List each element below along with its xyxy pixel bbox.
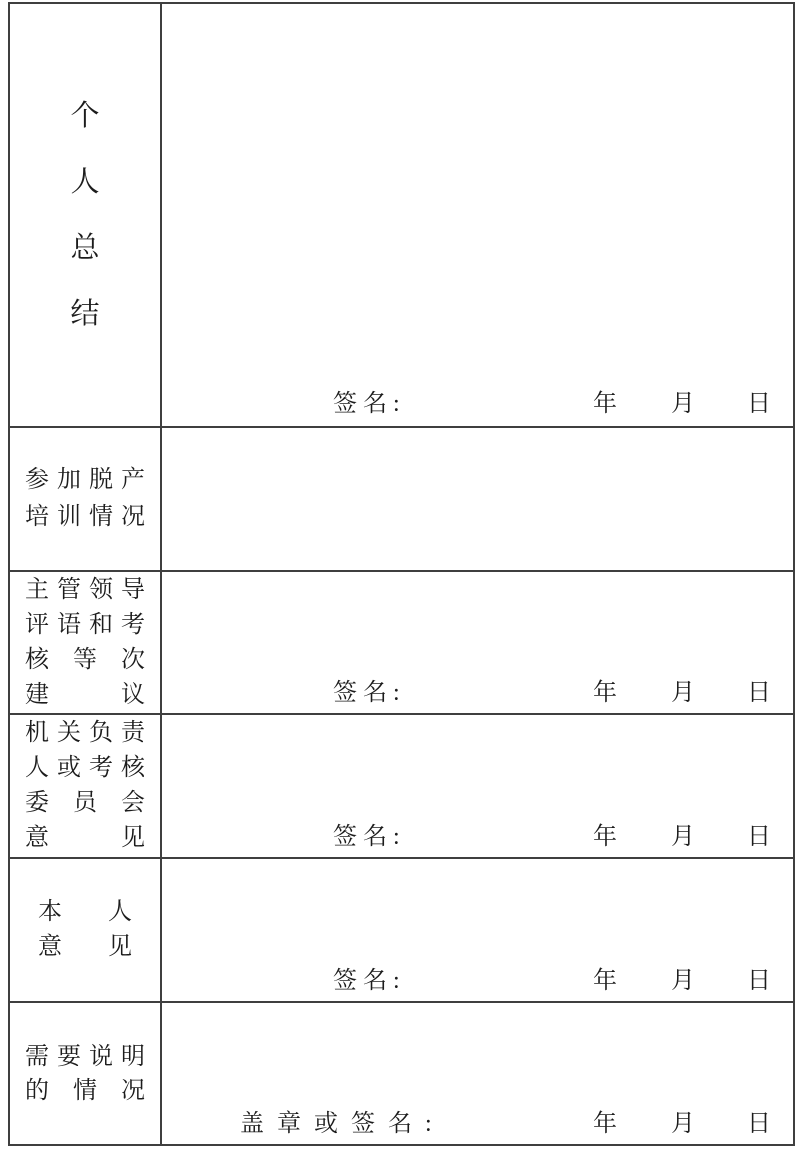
supervisor-comment-label-cell	[10, 572, 162, 713]
label-line: 人或考核	[25, 755, 145, 781]
day-label: 日	[747, 680, 771, 706]
row-supervisor-comment-grade	[10, 572, 793, 715]
label-line: 意 见	[38, 934, 132, 960]
label-box	[38, 895, 132, 965]
label-box	[25, 716, 145, 856]
date-labels	[593, 966, 793, 996]
signature-line	[162, 966, 793, 1001]
date-labels	[593, 389, 793, 419]
day-label: 日	[747, 1111, 771, 1137]
label-line: 培训情况	[25, 504, 145, 530]
label-line: 机关负责	[25, 720, 145, 746]
signature-line	[162, 678, 793, 713]
day-label: 日	[747, 391, 771, 417]
year-label: 年	[593, 1111, 617, 1137]
month-label: 月	[671, 680, 695, 706]
label-box	[25, 1040, 145, 1108]
signature-label: 签名:	[333, 968, 406, 994]
self-opinion-label-cell	[10, 859, 162, 1001]
supervisor-comment-fill-area[interactable]	[162, 572, 793, 713]
label-line: 参加脱产	[25, 467, 145, 493]
month-label: 月	[671, 824, 695, 850]
row-agency-committee-opinion	[10, 715, 793, 859]
day-label: 日	[747, 824, 771, 850]
label-line: 的 情 况	[25, 1077, 145, 1104]
label-char: 结	[70, 297, 100, 330]
year-label: 年	[593, 968, 617, 994]
signature-line	[162, 1109, 793, 1144]
year-label: 年	[593, 391, 617, 417]
label-line: 建 议	[25, 681, 145, 708]
situations-label-cell	[10, 1003, 162, 1144]
signature-line	[162, 822, 793, 857]
date-labels	[593, 822, 793, 852]
label-box	[25, 462, 145, 536]
label-line: 本 人	[38, 899, 132, 925]
label-line: 委 员 会	[25, 790, 145, 816]
row-off-job-training	[10, 428, 793, 572]
agency-committee-label-cell	[10, 715, 162, 857]
label-line: 评语和考	[25, 611, 145, 638]
label-char: 人	[70, 165, 100, 198]
label-line: 意 见	[25, 825, 145, 851]
month-label: 月	[671, 968, 695, 994]
label-box	[25, 573, 145, 713]
label-line: 核 等 次	[25, 646, 145, 673]
month-label: 月	[671, 391, 695, 417]
personal-summary-label-cell	[10, 4, 162, 426]
year-label: 年	[593, 824, 617, 850]
off-job-training-label-cell	[10, 428, 162, 570]
signature-line	[162, 389, 793, 426]
agency-committee-fill-area[interactable]	[162, 715, 793, 857]
row-situations-to-explain	[10, 1003, 793, 1144]
label-line: 主管领导	[25, 576, 145, 603]
stamp-or-signature-label: 盖章或签名:	[240, 1111, 445, 1137]
signature-label: 签名:	[333, 680, 406, 706]
situations-fill-area[interactable]	[162, 1003, 793, 1144]
signature-label: 签名:	[333, 824, 406, 850]
personal-summary-fill-area[interactable]	[162, 4, 793, 426]
signature-label: 签名:	[333, 391, 406, 417]
self-opinion-fill-area[interactable]	[162, 859, 793, 1001]
year-label: 年	[593, 680, 617, 706]
date-labels	[593, 678, 793, 708]
month-label: 月	[671, 1111, 695, 1137]
row-personal-summary	[10, 4, 793, 428]
day-label: 日	[747, 968, 771, 994]
row-self-opinion	[10, 859, 793, 1003]
appraisal-form-table	[8, 2, 795, 1146]
label-char: 总	[70, 231, 100, 264]
off-job-training-fill-area[interactable]	[162, 428, 793, 570]
label-line: 需要说明	[25, 1043, 145, 1070]
label-char: 个	[70, 99, 100, 132]
date-labels	[593, 1109, 793, 1139]
